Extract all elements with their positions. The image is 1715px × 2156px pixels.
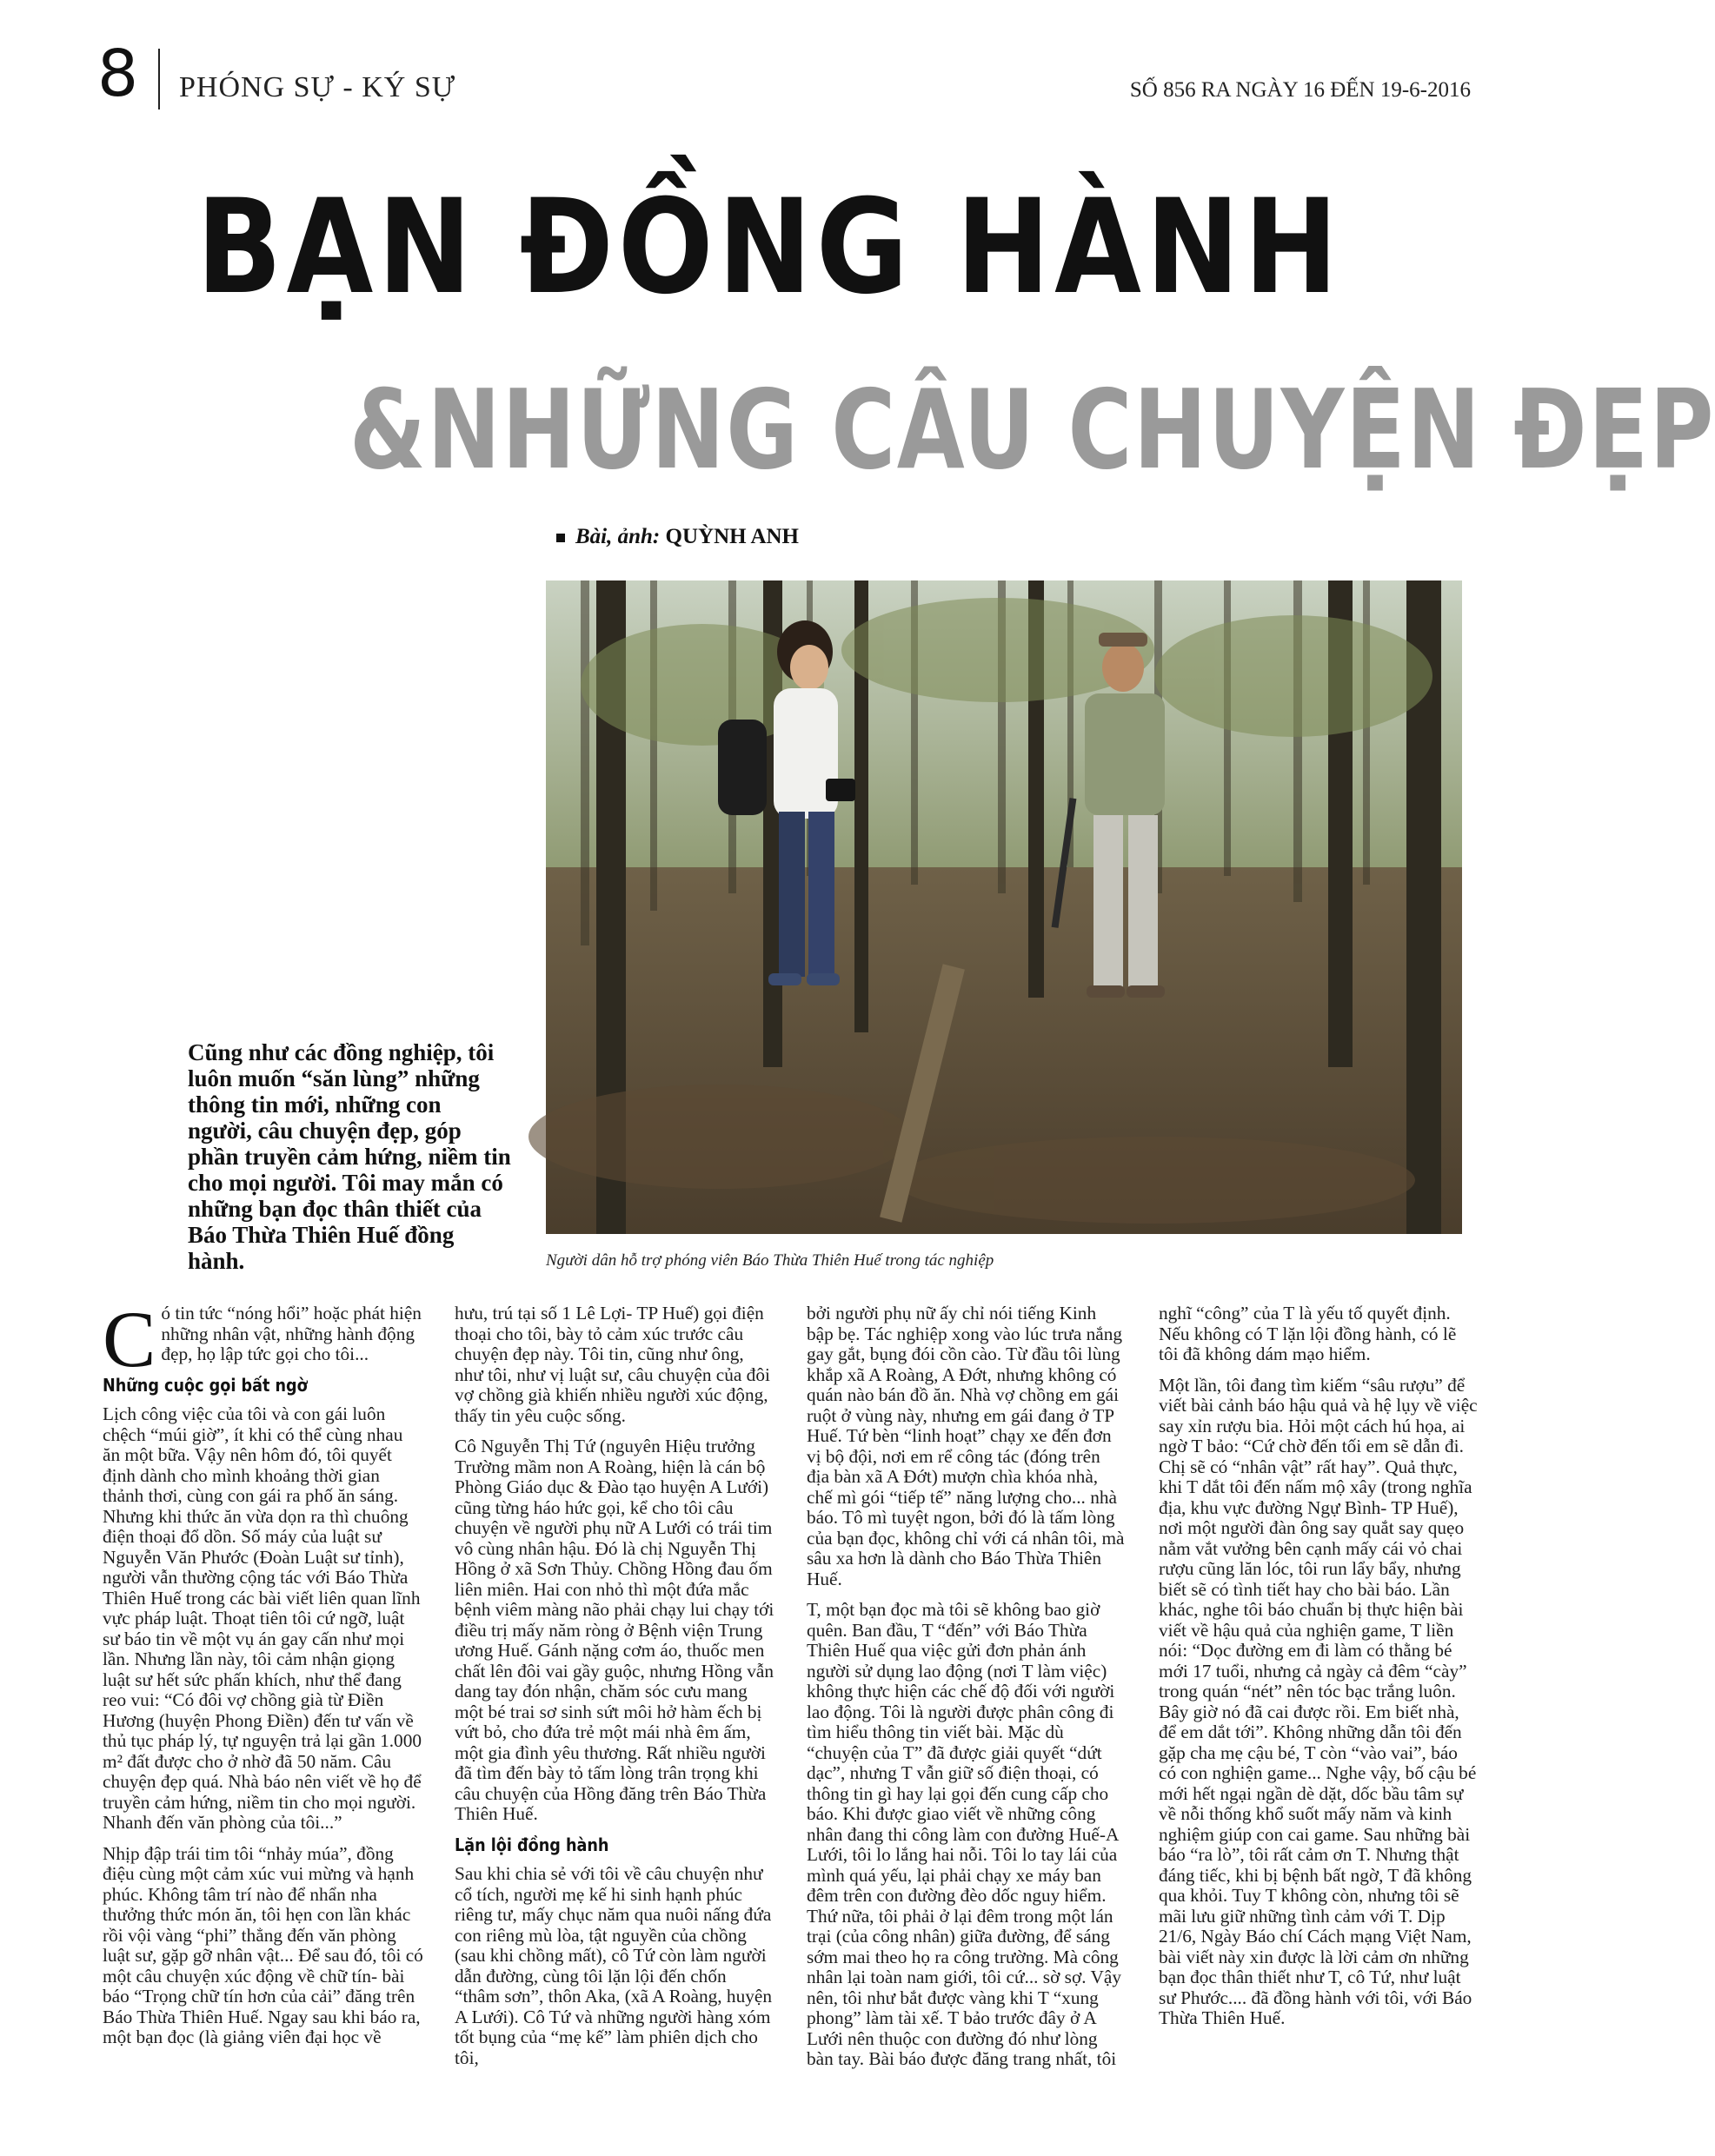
header-divider	[158, 49, 160, 109]
paragraph: Lịch công việc của tôi và con gái luôn chệch “múi giờ”, ít khi có thể cùng nhau ăn một bữa. Vậy nên hôm đó, tôi quyết định dành cho mình khoảng thời gian thảnh thơi, cùng con gái ra phố ăn sáng. Nhưng khi thức ăn vừa dọn ra thì chuông điện thoại đổ dồn. Số máy của luật sư Nguyễn Văn Phước (Đoàn Luật sư tỉnh), người vẫn thường cộng tác với Báo Thừa Thiên Huế trong các bài viết liên quan lĩnh vực pháp luật. Thoạt tiên tôi cứ ngỡ, luật sư báo tin về một vụ án gay cấn như mọi lần. Nhưng lần này, tôi cảm nhận giọng luật sư hết sức phấn khích, như thể đang reo vui: “Có đôi vợ chồng già từ Điền Hương (huyện Phong Điền) đến tư vấn về thủ tục pháp lý, tự nguyện trả lại gần 1.000 m² đất được cho ở nhờ đã 50 năm. Câu chuyện đẹp quá. Nhà báo nên viết về họ để truyền cảm hứng, niềm tin cho mọi người. Nhanh đến văn phòng của tôi...”	[103, 1403, 422, 1833]
bullet-square-icon	[556, 534, 565, 542]
opening-text: ó tin tức “nóng hổi” hoặc phát hiện những nhân vật, những hành động đẹp, họ lập tức gọi cho tôi...	[161, 1303, 422, 1364]
paragraph: T, một bạn đọc mà tôi sẽ không bao giờ quên. Ban đầu, T “đến” với Báo Thừa Thiên Huế qua việc gửi đơn phản ánh người sử dụng lao động (nơi T làm việc) không thực hiện các chế độ đối với người lao động. Tôi là người được phân công đi tìm hiểu thông tin viết bài. Mặc dù “chuyện của T” đã được giải quyết “dứt dạc”, nhưng T vẫn giữ số điện thoại, có thông tin gì hay lại gọi đến cung cấp cho báo. Khi được giao viết về những công nhân đang thi công làm con đường Huế-A Lưới, tôi lo lắng hai nỗi. Tôi lo tay lái của mình quá yếu, lại phải chạy xe máy ban đêm trên con đường đèo dốc nguy hiểm. Thứ nữa, tôi phải ở lại đêm trong một lán trại (của công nhân) giữa đường, để sáng sớm mai theo họ ra công trường. Mà công nhân lại toàn nam giới, tôi cứ... sờ sợ. Vậy nên, tôi như bắt được vàng khi T “xung phong” làm tài xế. T bảo trước đây ở A Lưới nên thuộc con đường đó như lòng bàn tay. Bài báo được đăng trang nhất, tôi	[807, 1599, 1121, 2069]
page-number: 8	[97, 36, 139, 111]
column-1	[103, 1295, 423, 2086]
article-photo	[546, 580, 1462, 1234]
column-2	[455, 1304, 775, 2086]
photo-caption: Người dân hỗ trợ phóng viên Báo Thừa Thiên Huế trong tác nghiệp	[546, 1251, 994, 1270]
forest-interview-photo	[546, 580, 1462, 1234]
section-name: PHÓNG SỰ - KÝ SỰ	[179, 71, 456, 103]
paragraph: bởi người phụ nữ ấy chỉ nói tiếng Kinh bập bẹ. Tác nghiệp xong vào lúc trưa nắng gay gắt, bụng đói cồn cào. Từ đầu tôi lùng khắp xã A Roàng, A Đớt, nhưng không có quán nào bán đồ ăn. Nhà vợ chồng em gái ruột ở vùng này, nhưng em gái đang ở TP Huế. Tứ bèn “linh hoạt” chạy xe đến đơn vị bộ đội, nơi em rể công tác (đóng trên địa bàn xã A Đớt) mượn chìa khóa nhà, chế mì gói “tiếp tế” năng lượng cho... nhà báo. Tô mì tuyệt ngon, bởi đó là tấm lòng của bạn đọc, không chỉ với cá nhân tôi, mà sâu xa hơn là dành cho Báo Thừa Thiên Huế.	[807, 1303, 1125, 1589]
column-3	[807, 1304, 1127, 2086]
byline	[556, 525, 799, 549]
subheading: Lặn lội đồng hành	[455, 1834, 609, 1855]
paragraph: nghĩ “công” của T là yếu tố quyết định. Nếu không có T lặn lội đồng hành, có lẽ tôi đã không dám mạo hiểm.	[1159, 1303, 1457, 1364]
paragraph: Nhịp đập trái tim tôi “nhảy múa”, đồng điệu cùng một cảm xúc vui mừng và hạnh phúc. Không tâm trí nào để nhẩn nha thưởng thức món ăn, tôi hẹn con lần khác rồi vội vàng “phi” thẳng đến văn phòng luật sư, gặp gỡ nhân vật... Để sau đó, tôi có một câu chuyện xúc động về chữ tín- bài báo “Trọng chữ tín hơn của cải” đăng trên Báo Thừa Thiên Huế. Ngay sau khi báo ra, một bạn đọc (là giảng viên đại học về	[103, 1842, 423, 2047]
byline-label: Bài, ảnh:	[575, 525, 661, 548]
opening-paragraph	[103, 1295, 423, 1383]
issue-info: SỐ 856 RA NGÀY 16 ĐẾN 19-6-2016	[1129, 78, 1471, 102]
headline-line-2: &NHỮNG CÂU CHUYỆN ĐẸP	[349, 366, 1715, 494]
byline-author: QUỲNH ANH	[665, 525, 799, 548]
paragraph: Cô Nguyễn Thị Tứ (nguyên Hiệu trưởng Trường mầm non A Roàng, hiện là cán bộ Phòng Giáo dục & Đào tạo huyện A Lưới) cũng từng háo hức gọi, kể cho tôi câu chuyện về người phụ nữ A Lưới có trái tim vô cùng nhân hậu. Đó là chị Nguyễn Thị Hồng ở xã Sơn Thủy. Chồng Hồng đau ốm liên miên. Hai con nhỏ thì một đứa mắc bệnh viêm màng não phải chạy lui chạy tới điều trị mấy năm ròng ở Bệnh viện Trung ương Huế. Gánh nặng cơm áo, thuốc men chất lên đôi vai gầy guộc, nhưng Hồng vẫn dang tay đón nhận, chăm sóc cưu mang một bé trai sơ sinh sứt môi hở hàm ếch bị vứt bỏ, cho đứa trẻ một mái nhà êm ấm, một gia đình yêu thương. Rất nhiều người đã tìm đến bày tỏ tấm lòng trân trọng khi câu chuyện của Hồng đăng trên Báo Thừa Thiên Huế.	[455, 1436, 774, 1824]
lede-paragraph: Cũng như các đồng nghiệp, tôi luôn muốn “săn lùng” những thông tin mới, những con người, câu chuyện đẹp, góp phần truyền cảm hứng, niềm tin cho mọi người. Tôi may mắn có những bạn đọc thân thiết của Báo Thừa Thiên Huế đồng hành.	[188, 1039, 511, 1274]
paragraph: Sau khi chia sẻ với tôi về câu chuyện như cổ tích, người mẹ kế hi sinh hạnh phúc riêng tư, mấy chục năm qua nuôi nấng đứa con riêng mù lòa, tật nguyền của chồng (sau khi chồng mất), cô Tứ còn làm người dẫn đường, cùng tôi lặn lội đến chốn “thâm sơn”, thôn Aka, (xã A Roàng, huyện A Lưới). Cô Tứ và những người hàng xóm tốt bụng của “mẹ kế” làm phiên dịch cho tôi,	[455, 1863, 772, 2068]
paragraph: Một lần, tôi đang tìm kiếm “sâu rượu” để viết bài cảnh báo hậu quả và hệ lụy về việc say xỉn rượu bia. Hỏi một cách hú họa, ai ngờ T bảo: “Cứ chờ đến tối em sẽ dẫn đi. Chị sẽ có “nhân vật” rất hay”. Quả thực, khi T dắt tôi đến nấm mộ xây (trong nghĩa địa, khu vực đường Ngự Bình- TP Huế), nơi một người đàn ông say quắt say quẹo nằm vắt vưởng bên cạnh mấy cái vỏ chai rượu cũng lăn lóc, tôi run lẩy bẩy, nhưng biết sẽ có tình tiết hay cho bài báo. Lần khác, nghe tôi báo chuẩn bị thực hiện bài viết về hậu quả của nghiện game, T liền nói: “Dọc đường em đi làm có thằng bé mới 17 tuổi, nhưng cả ngày cả đêm “cày” trong quán “nét” nên tóc bạc trắng luôn. Bây giờ nó đã cai được rồi. Em biết nhà, để em dắt tới”. Không những dẫn tôi đến gặp cha mẹ cậu bé, T còn “vào vai”, báo có con nghiện game... Nghe vậy, bố cậu bé mới hết ngại ngần dè dặt, dốc bầu tâm sự về nỗi thống khổ suốt mấy năm và kinh nghiệm giúp con cai game. Sau những bài báo “ra lò”, tôi rất cảm ơn T. Nhưng thật đáng tiếc, khi bị bệnh bất ngờ, T đã không qua khỏi. Tuy T không còn, nhưng tôi sẽ mãi lưu giữ những tình cảm với T. Dịp 21/6, Ngày Báo chí Cách mạng Việt Nam, bài viết này xin được là lời cảm ơn những bạn đọc thân thiết như T, cô Tứ, như luật sư Phước.... đã đồng hành với tôi, với Báo Thừa Thiên Huế.	[1159, 1374, 1478, 2028]
paragraph: hưu, trú tại số 1 Lê Lợi- TP Huế) gọi điện thoại cho tôi, bày tỏ cảm xúc trước câu chuyện đẹp này. Tôi tin, cũng như ông, như tôi, như vị luật sư, câu chuyện của đôi vợ chồng già khiến nhiều người xúc động, thấy tin yêu cuộc sống.	[455, 1303, 770, 1426]
article-body	[103, 1295, 1481, 2086]
headline-line-1: BẠN ĐỒNG HÀNH	[196, 172, 1343, 323]
drop-cap: C	[103, 1295, 156, 1383]
column-4	[1159, 1304, 1479, 2086]
subheading: Những cuộc gọi bất ngờ	[103, 1374, 308, 1396]
